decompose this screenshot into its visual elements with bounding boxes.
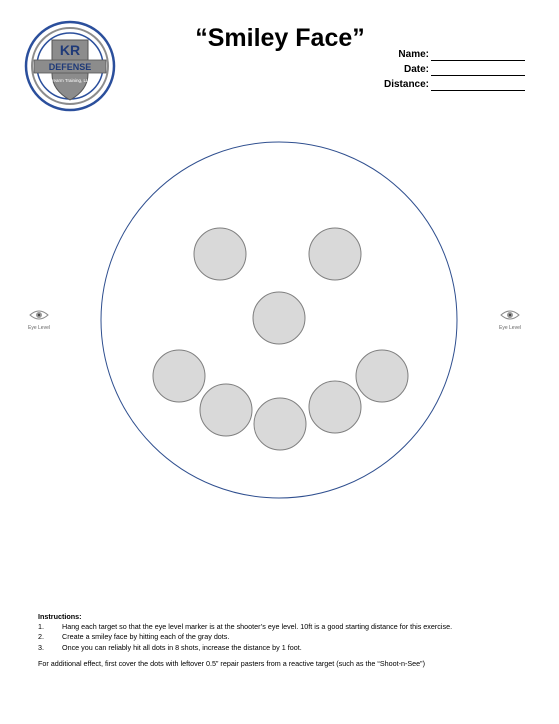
eye-level-label: Eye Level	[28, 325, 50, 331]
nose-dot[interactable]	[253, 292, 305, 344]
page-title: “Smiley Face”	[195, 24, 365, 52]
date-label: Date:	[403, 64, 429, 75]
eye-icon	[500, 309, 520, 321]
step-number: 2.	[38, 632, 44, 642]
mouth-dot[interactable]	[254, 398, 306, 450]
mouth-dot[interactable]	[200, 384, 252, 436]
instruction-step	[38, 632, 538, 642]
mouth-dot[interactable]	[356, 350, 408, 402]
logo-subtitle-text: Firearm Training, LLC	[48, 78, 92, 83]
eye-icon	[29, 309, 49, 321]
instructions-note: For additional effect, first cover the dots with leftover 0.5” repair pasters from a reactive target (such as the “Shoot-n-See”)	[38, 658, 425, 668]
eye-level-marker-right	[493, 308, 527, 331]
instructions-heading: Instructions:	[38, 612, 82, 621]
step-number: 3.	[38, 642, 44, 652]
instruction-step	[38, 622, 538, 632]
mouth-dot[interactable]	[309, 381, 361, 433]
logo-kr-text: KR	[59, 42, 81, 58]
step-text: Once you can reliably hit all dots in 8 shots, increase the distance by 1 foot.	[62, 642, 302, 652]
mouth-dot[interactable]	[153, 350, 205, 402]
eye-level-label: Eye Level	[499, 325, 521, 331]
instructions	[38, 612, 538, 669]
step-text: Hang each target so that the eye level marker is at the shooter’s eye level. 10ft is a good starting distance for this exercise.	[62, 622, 453, 632]
left-eye-dot[interactable]	[194, 228, 246, 280]
eye-level-marker-left	[22, 308, 56, 331]
step-number: 1.	[38, 622, 44, 632]
step-text: Create a smiley face by hitting each of the gray dots.	[62, 632, 230, 642]
instructions-list	[38, 622, 538, 653]
logo-defense-text: DEFENSE	[48, 62, 92, 72]
instruction-step	[38, 643, 538, 653]
distance-label: Distance:	[383, 79, 429, 90]
name-label: Name:	[398, 49, 429, 60]
right-eye-dot[interactable]	[309, 228, 361, 280]
